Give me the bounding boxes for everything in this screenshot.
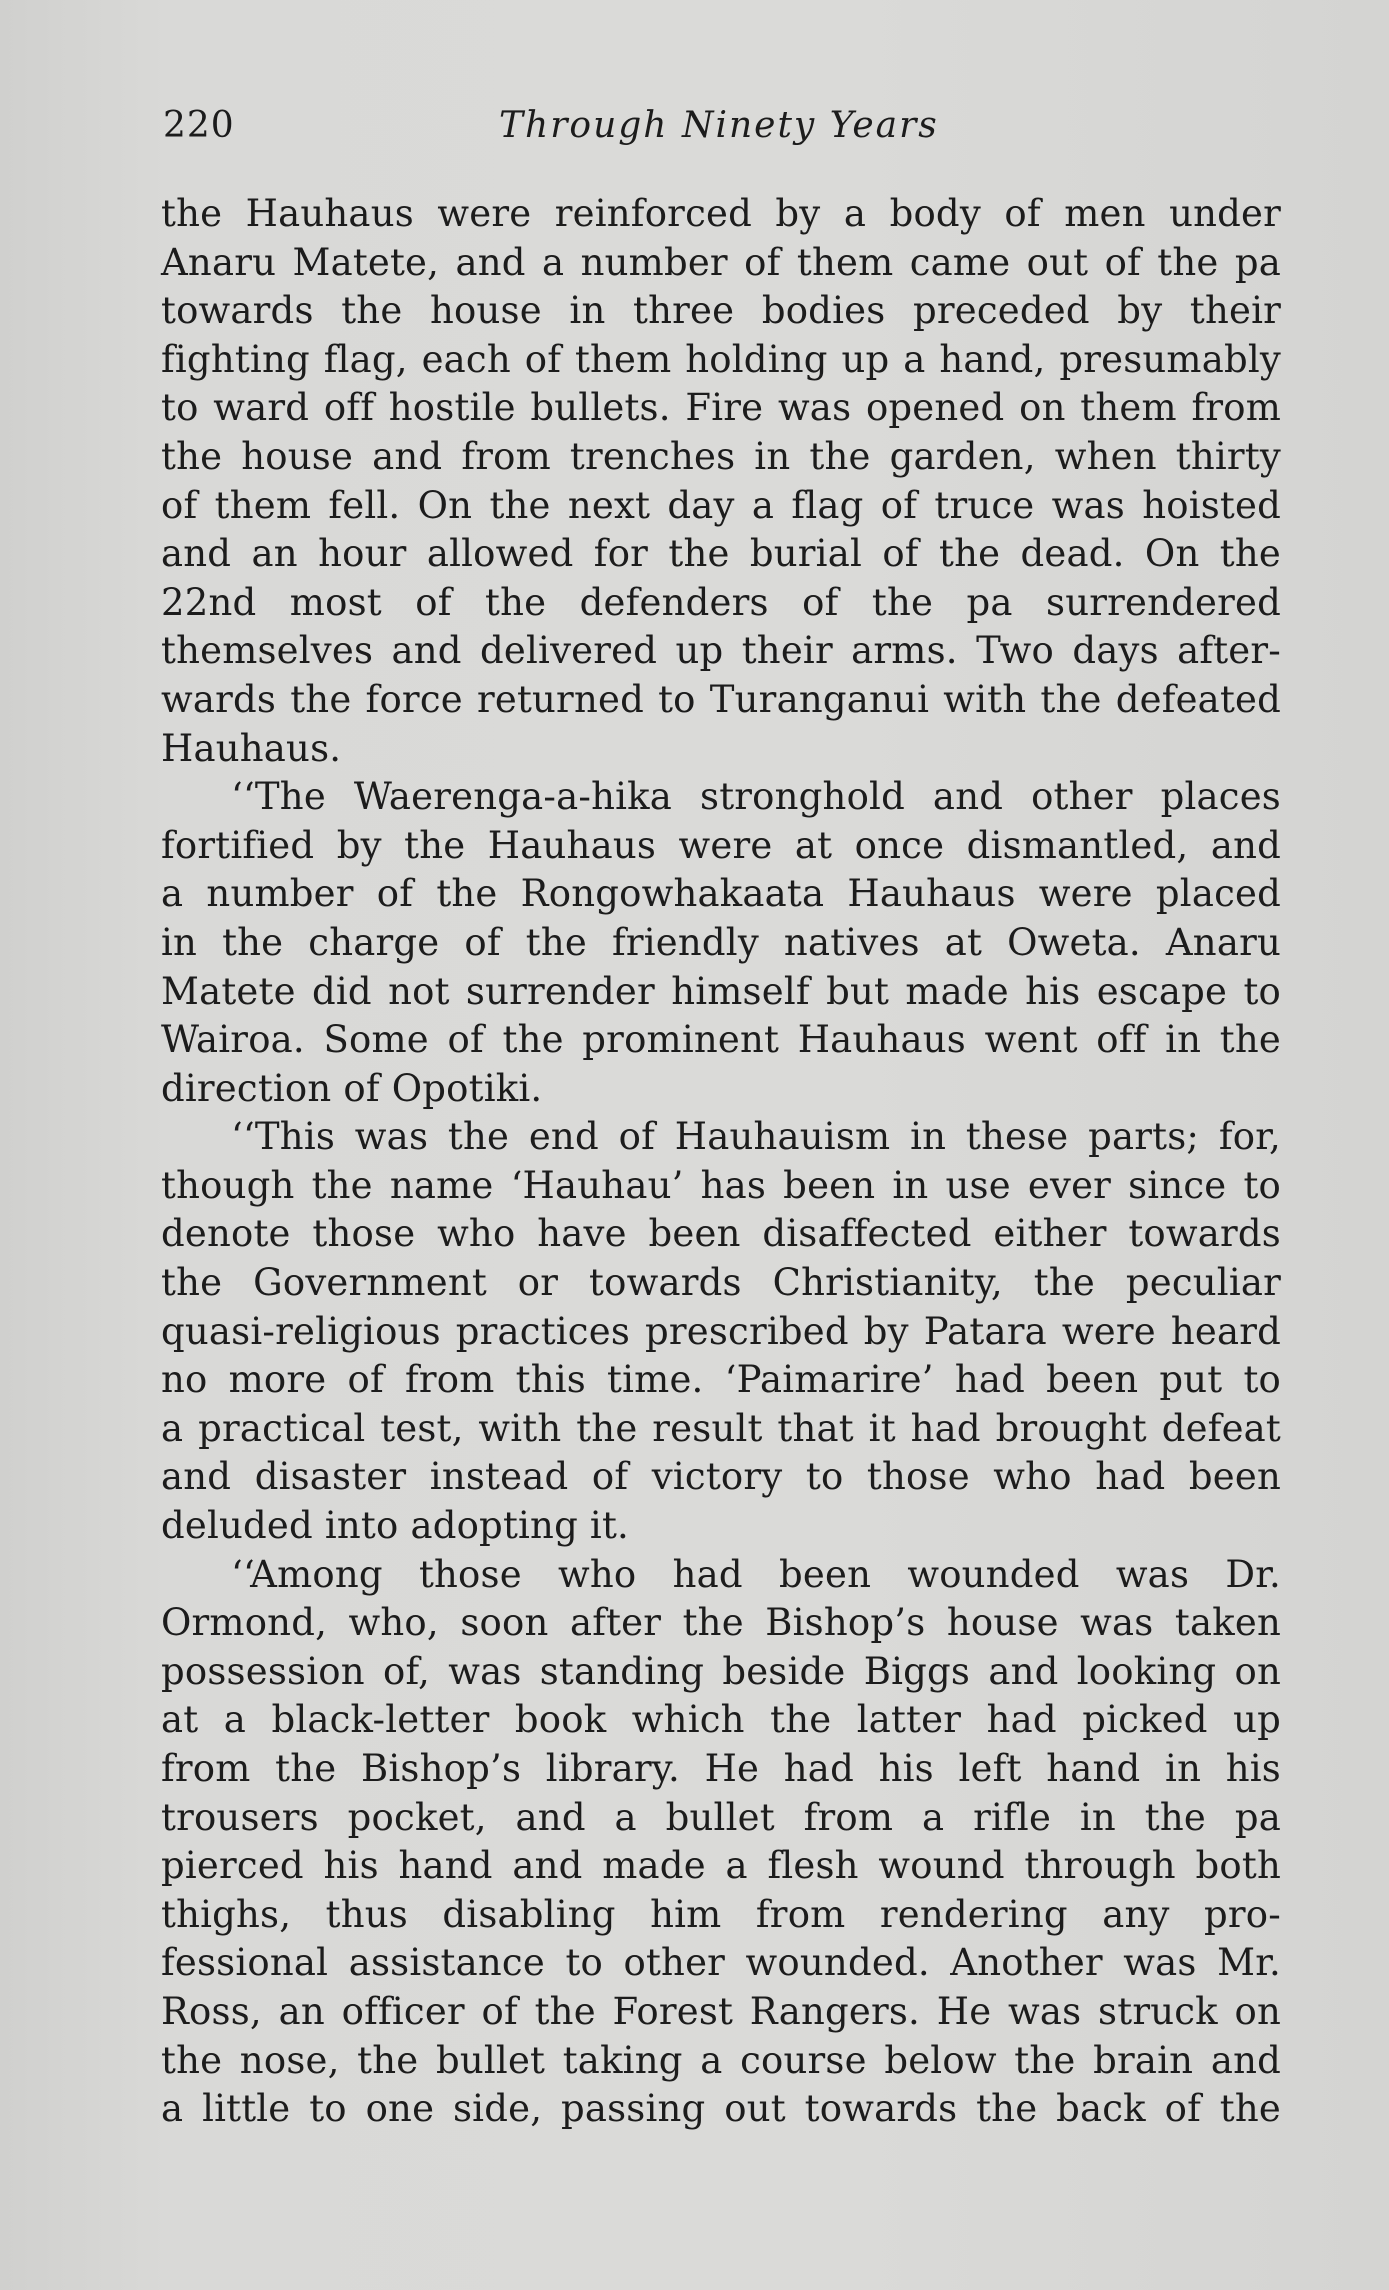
text-line: thighs, thus disabling him from rendering any pro- xyxy=(161,1892,1281,1936)
text-line: in the charge of the friendly natives at Oweta. Anaru xyxy=(161,920,1281,964)
text-line: Matete did not surrender himself but made his escape to xyxy=(161,969,1281,1013)
text-line: ‘‘The Waerenga-a-hika stronghold and other places xyxy=(231,775,1281,819)
text-line: Anaru Matete, and a number of them came out of the pa xyxy=(161,240,1281,284)
text-line: to ward off hostile bullets. Fire was opened on them from xyxy=(161,386,1281,430)
text-line: Wairoa. Some of the prominent Hauhaus went off in the xyxy=(161,1018,1281,1062)
text-line: though the name ‘Hauhau’ has been in use ever since to xyxy=(161,1163,1281,1207)
page-number: 220 xyxy=(163,105,235,146)
text-line: fighting flag, each of them holding up a hand, presumably xyxy=(161,337,1281,381)
text-line: themselves and delivered up their arms. Two days after- xyxy=(161,629,1281,673)
text-line: and disaster instead of victory to those who had been xyxy=(161,1455,1281,1499)
text-line: trousers pocket, and a bullet from a rifle in the pa xyxy=(161,1795,1281,1839)
text-line: 22nd most of the defenders of the pa surrendered xyxy=(161,580,1281,624)
body-text xyxy=(161,190,1281,2134)
text-line: wards the force returned to Turanganui with the defeated xyxy=(161,677,1281,721)
text-line: denote those who have been disaffected either towards xyxy=(161,1212,1281,1256)
text-line: and an hour allowed for the burial of the dead. On the xyxy=(161,532,1281,576)
text-line: a little to one side, passing out towards the back of the xyxy=(161,2087,1281,2131)
running-head xyxy=(163,105,1283,159)
text-line: no more of from this time. ‘Paimarire’ had been put to xyxy=(161,1358,1281,1402)
text-line: deluded into adopting it. xyxy=(161,1504,629,1548)
text-line: at a black-letter book which the latter had picked up xyxy=(161,1698,1281,1742)
text-line: fessional assistance to other wounded. Another was Mr. xyxy=(161,1941,1281,1985)
text-line: pierced his hand and made a flesh wound through both xyxy=(161,1844,1281,1888)
text-line: the Government or towards Christianity, the peculiar xyxy=(161,1261,1281,1305)
text-line: ‘‘This was the end of Hauhauism in these parts; for, xyxy=(231,1115,1281,1159)
text-line: towards the house in three bodies preceded by their xyxy=(161,289,1281,333)
text-line: direction of Opotiki. xyxy=(161,1066,543,1110)
text-line: from the Bishop’s library. He had his left hand in his xyxy=(161,1747,1281,1790)
text-line: the Hauhaus were reinforced by a body of men under xyxy=(161,192,1281,235)
text-line: Ormond, who, soon after the Bishop’s house was taken xyxy=(161,1601,1281,1645)
text-line: of them fell. On the next day a flag of truce was hoisted xyxy=(161,483,1281,527)
text-line: a number of the Rongowhakaata Hauhaus were placed xyxy=(161,872,1281,916)
text-line: quasi-religious practices prescribed by Patara were heard xyxy=(161,1309,1281,1353)
text-line: Hauhaus. xyxy=(161,726,342,770)
text-line: the nose, the bullet taking a course below the brain and xyxy=(161,2038,1281,2082)
text-line: the house and from trenches in the garden, when thirty xyxy=(161,434,1281,478)
text-line: Ross, an officer of the Forest Rangers. He was struck on xyxy=(161,1989,1281,2033)
text-line: possession of, was standing beside Biggs and looking on xyxy=(161,1649,1281,1693)
running-title: Through Ninety Years xyxy=(499,105,939,146)
text-line: ‘‘Among those who had been wounded was Dr. xyxy=(231,1552,1281,1596)
text-line: a practical test, with the result that it had brought defeat xyxy=(161,1406,1281,1450)
text-line: fortified by the Hauhaus were at once dismantled, and xyxy=(161,823,1281,867)
